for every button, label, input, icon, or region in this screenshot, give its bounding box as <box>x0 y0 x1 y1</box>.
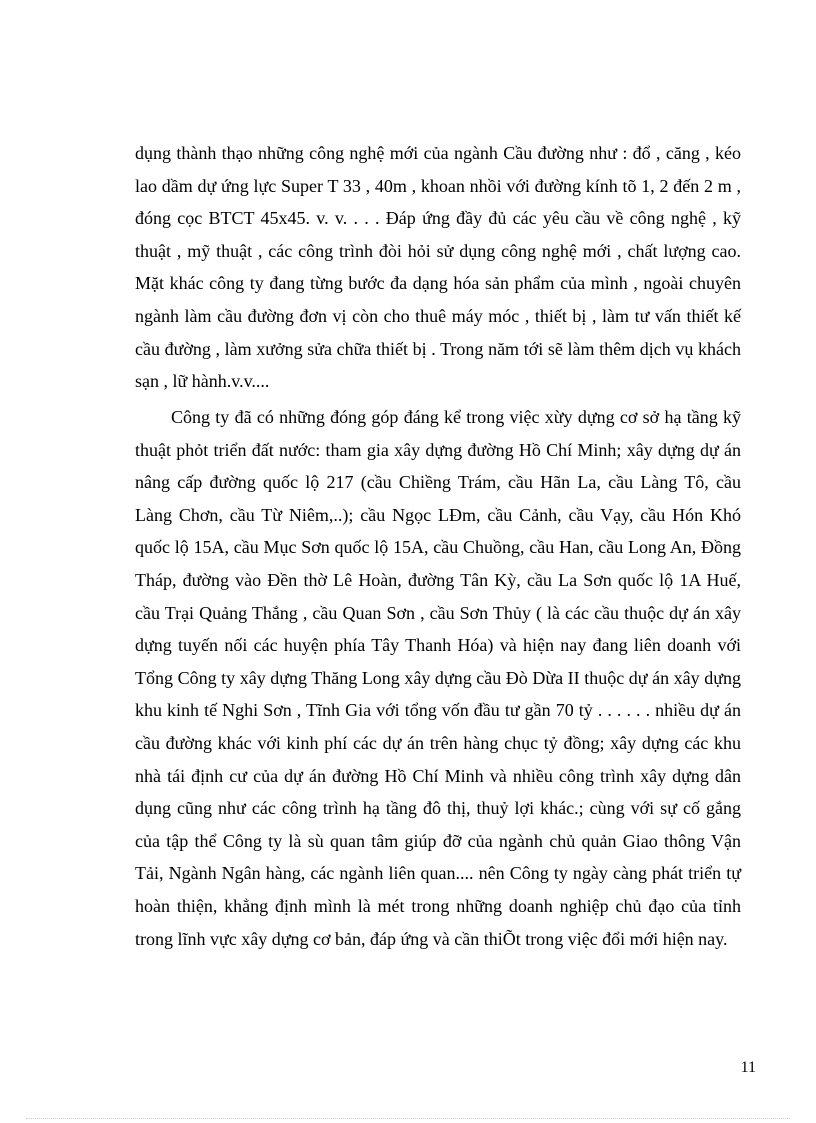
page-bottom-divider <box>26 1118 790 1119</box>
page-number: 11 <box>740 1059 756 1076</box>
paragraph-2: Công ty đã có những đóng góp đáng kể trong việc xừy dựng cơ sở hạ tầng kỹ thuật phỏt triển đất nước: tham gia xây dựng đường Hồ Chí Minh; xây dựng dự án nâng cấp đường quốc lộ 217 (cầu Chiềng Trám, cầu Hãn La, cầu Làng Tô, cầu Làng Chơn, cầu Từ Niêm,..); cầu Ngọc LÐm, cầu Cảnh, cầu Vạy, cầu Hón Khó quốc lộ 15A, cầu Mục Sơn quốc lộ 15A, cầu Chuồng, cầu Han, cầu Long An, Đồng Tháp, đường vào Đền thờ Lê Hoàn, đường Tân Kỳ, cầu La Sơn quốc lộ 1A Huế, cầu Trại Quảng Thắng , cầu Quan Sơn , cầu Sơn Thủy ( là các cầu thuộc dự án xây dựng tuyến nối các huyện phía Tây Thanh Hóa) và hiện nay đang liên doanh với Tổng Công ty xây dựng Thăng Long xây dựng cầu Đò Dừa II thuộc dự án xây dựng khu kinh tế Nghi Sơn , Tĩnh Gia với tổng vốn đầu tư gần 70 tỷ . . . . . . nhiều dự án cầu đường khác với kinh phí các dự án trên hàng chục tỷ đồng; xây dựng các khu nhà tái định cư của dự án đường Hồ Chí Minh và nhiều công trình xây dựng dân dụng cũng như các công trình hạ tầng đô thị, thuỷ lợi khác.; cùng với sự cố gắng của tập thể Công ty là sù quan tâm giúp đỡ của ngành chủ quản Giao thông Vận Tải, Ngành Ngân hàng, các ngành liên quan.... nên Công ty ngày càng phát triển tự hoàn thiện, khẳng định mình là mét trong những doanh nghiệp chủ đạo của tỉnh trong lĩnh vực xây dựng cơ bản, đáp ứng và cần thiÕt trong việc đổi mới hiện nay. <box>135 407 741 949</box>
paragraph-1: dụng thành thạo những công nghệ mới của ngành Cầu đường như : đổ , căng , kéo lao dầm dự ứng lực Super T 33 , 40m , khoan nhồi với đường kính tõ 1, 2 đến 2 m , đóng cọc BTCT 45x45. v. v. . . . Đáp ứng đầy đủ các yêu cầu về công nghệ , kỹ thuật , mỹ thuật , các công trình đòi hỏi sử dụng công nghệ mới , chất lượng cao. Mặt khác công ty đang từng bước đa dạng hóa sản phẩm của mình , ngoài chuyên ngành làm cầu đường đơn vị còn cho thuê máy móc , thiết bị , làm tư vấn thiết kế cầu đường , làm xưởng sửa chữa thiết bị . Trong năm tới sẽ làm thêm dịch vụ khách sạn , lữ hành.v.v.... <box>135 143 741 392</box>
